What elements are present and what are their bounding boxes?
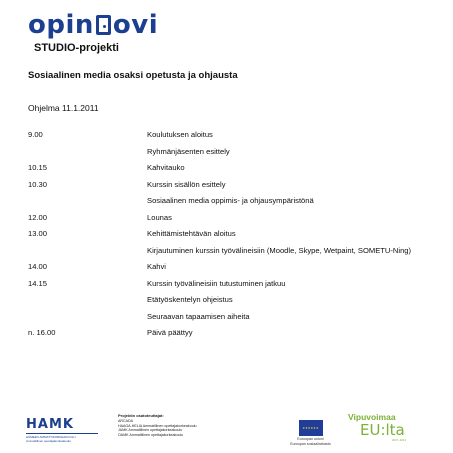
schedule-row bbox=[28, 246, 428, 256]
hamk-unit: Ammatillinen opettajakorkeakoulu bbox=[26, 439, 71, 443]
schedule-list bbox=[28, 130, 428, 338]
partner-item: OAMK Ammatillinen opettajakorkeakoulu bbox=[118, 433, 184, 438]
hamk-logo bbox=[26, 418, 98, 443]
project-partners bbox=[118, 414, 238, 438]
vipuvoimaa-eu: EU:lta bbox=[360, 421, 405, 439]
schedule-row bbox=[28, 279, 428, 289]
schedule-row bbox=[28, 213, 428, 223]
schedule-row bbox=[28, 295, 428, 305]
eu-label: Euroopan unioni bbox=[297, 437, 324, 441]
schedule-row bbox=[28, 262, 428, 272]
schedule-time: n. 16.00 bbox=[28, 328, 56, 337]
schedule-item: Kehittämistehtävän aloitus bbox=[147, 229, 236, 238]
schedule-row bbox=[28, 229, 428, 239]
vipuvoimaa-logo bbox=[348, 412, 428, 442]
logo-text-right: ovi bbox=[112, 10, 159, 40]
hamk-logo-text: HAMK bbox=[26, 417, 74, 432]
schedule-row bbox=[28, 147, 428, 157]
partner-item: HAAGA-HELIA Ammatillinen opettajakorkeakoulu bbox=[118, 423, 197, 428]
schedule-time: 9.00 bbox=[28, 130, 43, 139]
schedule-time: 10.15 bbox=[28, 163, 48, 172]
schedule-time: 14.15 bbox=[28, 278, 48, 288]
schedule-row bbox=[28, 163, 428, 173]
schedule-row bbox=[28, 328, 428, 338]
partner-item: ARCADA bbox=[118, 418, 133, 423]
partner-item: JAMK Ammatillinen opettajakorkeakoulu bbox=[118, 428, 183, 433]
eu-flag-icon: ★★★★★★ bbox=[299, 420, 323, 436]
document-title: Sosiaalinen media osaksi opetusta ja ohjausta bbox=[28, 70, 238, 81]
hamk-divider bbox=[26, 433, 98, 434]
program-date: Ohjelma 11.1.2011 bbox=[28, 103, 99, 113]
schedule-item: Kurssin työvälineisiin tutustuminen jatkuu bbox=[147, 278, 286, 288]
schedule-item: Sosiaalinen media oppimis- ja ohjausympäristönä bbox=[147, 196, 314, 205]
schedule-item: Kahvitauko bbox=[147, 163, 185, 172]
door-icon bbox=[96, 15, 111, 35]
schedule-item: Seuraavan tapaamisen aiheita bbox=[147, 311, 250, 321]
schedule-item: Lounas bbox=[147, 212, 172, 222]
logo-text-left: opin bbox=[28, 10, 94, 40]
schedule-item: Koulutuksen aloitus bbox=[147, 130, 213, 139]
schedule-row bbox=[28, 130, 428, 140]
vipuvoimaa-years: 2007–2013 bbox=[392, 438, 406, 442]
schedule-time: 13.00 bbox=[28, 229, 48, 238]
schedule-item: Päivä päättyy bbox=[147, 328, 193, 337]
schedule-time: 12.00 bbox=[28, 212, 48, 222]
schedule-row bbox=[28, 312, 428, 322]
schedule-time: 14.00 bbox=[28, 262, 48, 271]
schedule-item: Kahvi bbox=[147, 262, 166, 271]
opinovi-logo bbox=[28, 10, 158, 40]
schedule-item: Kurssin sisällön esittely bbox=[147, 179, 226, 189]
schedule-item: Kirjautuminen kurssin työvälineisiin (Moodle, Skype, Wetpaint, SOMETU-Ning) bbox=[147, 245, 412, 255]
schedule-row bbox=[28, 180, 428, 190]
schedule-time: 10.30 bbox=[28, 179, 48, 189]
esf-label: Euroopan sosiaalirahasto bbox=[290, 442, 331, 447]
schedule-item: Etätyöskentelyn ohjeistus bbox=[147, 295, 233, 304]
vipuvoimaa-title: Vipuvoimaa bbox=[348, 412, 396, 422]
partners-heading: Projektin osatoteuttajat: bbox=[118, 413, 164, 418]
schedule-row bbox=[28, 196, 428, 206]
project-subtitle: STUDIO-projekti bbox=[34, 42, 119, 54]
eu-logo bbox=[283, 420, 338, 447]
schedule-item: Ryhmänjäsenten esittely bbox=[147, 146, 230, 156]
hamk-name: HÄMEEN AMMATTIKORKEAKOULU bbox=[26, 435, 76, 439]
